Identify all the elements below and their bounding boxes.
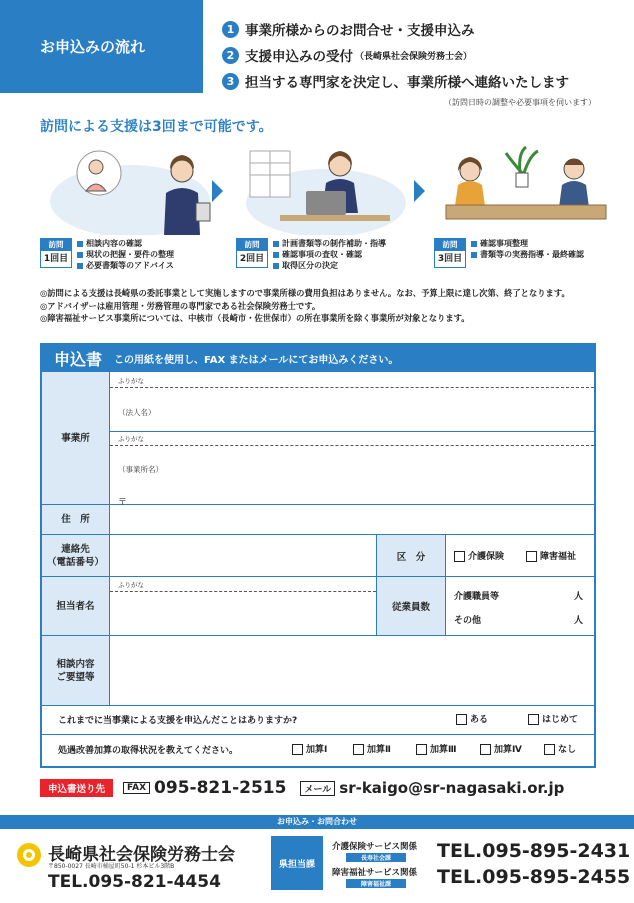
furigana-label: ふりがな	[118, 377, 144, 385]
fax-number: 095-821-2515	[154, 778, 287, 798]
steps-list	[222, 16, 612, 94]
category-label: 区 分	[376, 535, 446, 576]
visit-badge-count: 1回目	[43, 254, 69, 264]
prior-question: これまでに当事業による支援を申込んだことはありますか?	[58, 716, 298, 726]
visit-badge	[236, 238, 268, 268]
row-divider	[42, 734, 594, 735]
consult-field[interactable]	[110, 636, 594, 705]
consultation-illustration-1	[44, 143, 216, 235]
corp-name-label: （法人名）	[118, 408, 156, 417]
office-name-label: （事業所名）	[118, 465, 163, 474]
checkbox[interactable]	[454, 551, 465, 562]
contact-label: 連絡先 （電話番号）	[42, 535, 110, 576]
visit-item: 必要書類等のアドバイス	[77, 260, 174, 271]
visit-badge-count: 3回目	[437, 254, 463, 264]
employee-row-name: その他	[454, 616, 482, 626]
checkbox[interactable]	[416, 744, 427, 755]
form-header	[42, 345, 594, 372]
checkbox[interactable]	[353, 744, 364, 755]
furigana-label: ふりがな	[118, 581, 144, 589]
row-divider	[110, 431, 594, 432]
bonus-question: 処遇改善加算の取得状況を教えてください。	[58, 746, 239, 756]
checkbox[interactable]	[544, 744, 555, 755]
prior-option[interactable]: はじめて	[528, 712, 578, 725]
employee-row-unit: 人	[574, 616, 584, 626]
visit-badge	[40, 238, 72, 268]
visit-title: 訪問による支援は3回まで可能です。	[40, 119, 273, 135]
service-tel: TEL.095-895-2431	[437, 840, 631, 862]
org-address: 〒850-0027 長崎市桶屋町50-1 杉本ビル3階B	[48, 863, 175, 870]
consult-label: 相談内容 ご要望等	[42, 636, 110, 705]
consultation-illustration-2	[240, 143, 412, 235]
step-1	[222, 16, 612, 42]
step-3	[222, 68, 612, 94]
address-label: 住 所	[42, 505, 110, 534]
mail-address[interactable]: sr-kaigo@sr-nagasaki.or.jp	[339, 779, 565, 797]
checkbox[interactable]	[292, 744, 303, 755]
bonus-option[interactable]: 加算Ⅳ	[480, 742, 522, 755]
visit-badge-top: 訪問	[41, 239, 71, 251]
form-subtitle: この用紙を使用し、FAX またはメールにてお申込みください。	[114, 355, 399, 366]
step-note-inline: （長崎県社会保険労務士会）	[355, 51, 473, 62]
checkbox[interactable]	[526, 551, 537, 562]
send-to-bar	[40, 779, 600, 797]
visit-block-1	[40, 238, 174, 271]
service-sub: 長寿社会課	[346, 853, 406, 862]
row-divider	[42, 576, 594, 577]
service-tel: TEL.095-895-2455	[437, 866, 631, 888]
visit-badge-top: 訪問	[435, 239, 465, 251]
visit-item: 書類等の実務指導・最終確認	[471, 249, 584, 260]
visit-badge-top: 訪問	[237, 239, 267, 251]
checkbox[interactable]	[456, 714, 467, 725]
flow-title: お申込みの流れ	[0, 0, 203, 93]
step-number: 2	[222, 47, 239, 64]
visit-item: 確認事項整理	[471, 238, 584, 249]
bonus-option[interactable]: 加算Ⅲ	[416, 742, 457, 755]
consultation-illustration-3	[440, 143, 612, 235]
visit-item: 確認事項の査収・確認	[273, 249, 386, 260]
office-name-field[interactable]	[110, 445, 594, 504]
service-name: 介護保険サービス関係 長寿社会課	[332, 842, 418, 862]
notes	[40, 287, 570, 325]
address-field[interactable]	[110, 505, 594, 534]
category-option[interactable]: 介護保険	[454, 549, 504, 562]
arrow-right-icon	[212, 180, 223, 202]
bonus-option[interactable]: 加算Ⅱ	[353, 742, 391, 755]
mail-label: メール	[300, 781, 335, 796]
furigana-label: ふりがな	[118, 435, 144, 443]
arrow-right-icon	[414, 180, 425, 202]
visit-badge-count: 2回目	[239, 254, 265, 264]
visit-item: 相談内容の確認	[77, 238, 174, 249]
employee-row-unit: 人	[574, 592, 584, 602]
bonus-option[interactable]: 加算Ⅰ	[292, 742, 327, 755]
form-title: 申込書	[54, 350, 103, 369]
note-line: ◎障害福祉サービス事業所については、中核市（長崎市・佐世保市）の所在事業所を除く事業所が対象となります。	[40, 313, 470, 323]
step-text: 支援申込みの受付	[245, 49, 353, 65]
note-line: ◎アドバイザーは雇用管理・労務管理の専門家である社会保険労務士です。	[40, 300, 321, 311]
office-label: 事業所	[42, 372, 110, 504]
checkbox[interactable]	[528, 714, 539, 725]
footer-bar: お申込み・お問合わせ	[0, 815, 634, 829]
step-number: 3	[222, 73, 239, 90]
visit-item: 現状の把握・要件の整理	[77, 249, 174, 260]
prior-option[interactable]: ある	[456, 712, 488, 725]
phone-field[interactable]	[110, 535, 376, 576]
bonus-option[interactable]: なし	[544, 742, 576, 755]
corp-name-field[interactable]	[110, 387, 594, 431]
employee-row-name: 介護職員等	[454, 592, 500, 602]
postal-mark: 〒	[118, 498, 128, 508]
employees-label: 従業員数	[376, 577, 446, 635]
note-line: ◎訪問による支援は長崎県の委託事業として実施しますので事業所様の費用負担はありません。なお、予算上限に達し次第、終了となります。	[40, 288, 570, 298]
application-form	[40, 343, 596, 768]
fax-label: FAX	[123, 782, 150, 794]
step-text: 事業所様からのお問合せ・支援申込み	[245, 23, 475, 39]
visit-item: 取得区分の決定	[273, 260, 386, 271]
person-name-field[interactable]	[110, 591, 376, 635]
dept-label: 県担当課	[271, 836, 323, 890]
step-note: （訪問日時の調整や必要事項を伺います）	[444, 98, 596, 107]
org-logo-icon	[16, 842, 42, 868]
visit-block-2	[236, 238, 386, 271]
org-name: 長崎県社会保険労務士会	[48, 845, 235, 865]
send-label: 申込書送り先	[40, 779, 113, 797]
visit-block-3	[434, 238, 584, 268]
step-number: 1	[222, 21, 239, 38]
person-label: 担当者名	[42, 577, 110, 635]
checkbox[interactable]	[480, 744, 491, 755]
category-option[interactable]: 障害福祉	[526, 549, 576, 562]
visit-badge	[434, 238, 466, 268]
step-text: 担当する専門家を決定し、事業所様へ連絡いたします	[245, 75, 569, 91]
service-name: 障害福祉サービス関係 障害福祉課	[332, 868, 418, 888]
step-2	[222, 42, 612, 68]
row-divider	[42, 705, 594, 706]
org-tel: TEL.095-821-4454	[48, 872, 221, 892]
visit-item: 計画書類等の制作補助・指導	[273, 238, 386, 249]
service-sub: 障害福祉課	[346, 879, 406, 888]
